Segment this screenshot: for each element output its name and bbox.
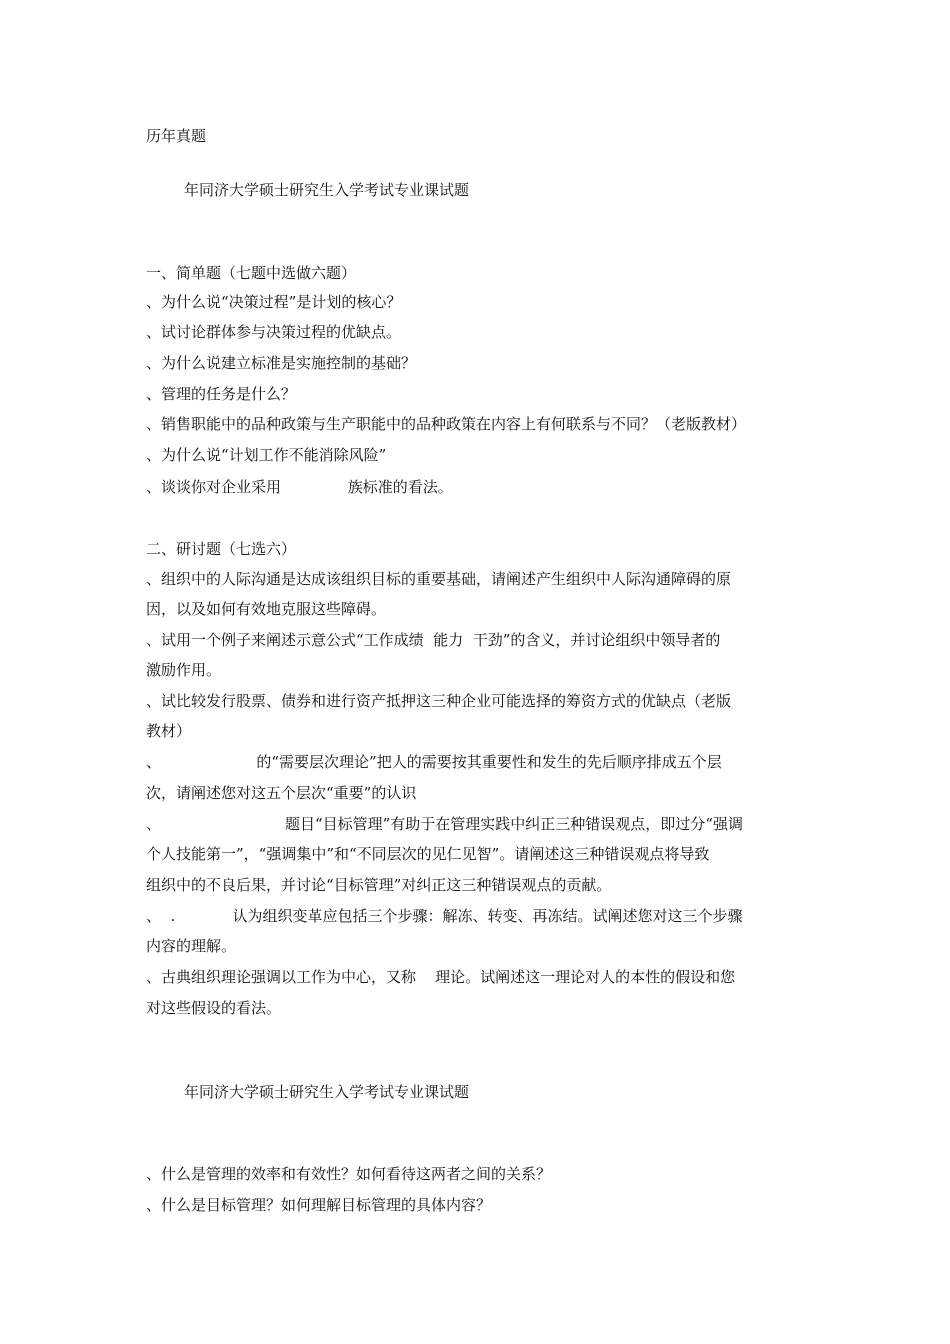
- question-item: 、管理的任务是什么？: [146, 385, 297, 403]
- discussion-item-line: 、试用一个例子来阐述示意公式“工作成绩 能力 干劲”的含义，并讨论组织中领导者的: [146, 631, 721, 649]
- discussion-item-line: 对这些假设的看法。: [146, 999, 282, 1017]
- discussion-item-line: 、古典组织理论强调以工作为中心，又称 理论。试阐述这一理论对人的本性的假设和您: [146, 968, 736, 986]
- question-item: 、为什么说“决策过程”是计划的核心？: [146, 293, 402, 311]
- question-item: 、销售职能中的品种政策与生产职能中的品种政策在内容上有何联系与不同？（老版教材）: [146, 415, 747, 433]
- discussion-item-line: 、 . 认为组织变革应包括三个步骤：解冻、转变、再冻结。试阐述您对这三个步骤: [146, 907, 743, 925]
- discussion-item-line: 次，请阐述您对这五个层次“重要”的认识: [146, 784, 417, 802]
- discussion-item-line: 激励作用。: [146, 661, 222, 679]
- discussion-item-line: 、 的“需要层次理论”把人的需要按其重要性和发生的先后顺序排成五个层: [146, 753, 722, 771]
- question-item: 、什么是目标管理？如何理解目标管理的具体内容？: [146, 1196, 492, 1214]
- question-item: 、什么是管理的效率和有效性？如何看待这两者之间的关系？: [146, 1165, 552, 1183]
- discussion-item-line: 因，以及如何有效地克服这些障碍。: [146, 600, 387, 618]
- question-item: 、试讨论群体参与决策过程的优缺点。: [146, 323, 402, 341]
- discussion-item-line: 教材）: [146, 722, 192, 740]
- section2-title: 二、研讨题（七选六）: [146, 540, 297, 558]
- question-item: 、为什么说建立标准是实施控制的基础？: [146, 354, 417, 372]
- discussion-item-line: 内容的理解。: [146, 937, 237, 955]
- section1-title: 一、简单题（七题中选做六题）: [146, 264, 357, 282]
- doc-header: 历年真题: [146, 127, 207, 145]
- question-item: 、谈谈你对企业采用 族标准的看法。: [146, 478, 453, 496]
- discussion-item-line: 、组织中的人际沟通是达成该组织目标的重要基础，请阐述产生组织中人际沟通障碍的原: [146, 570, 732, 588]
- discussion-item-line: 个人技能第一”，“强调集中”和“不同层次的见仁见智”。请阐述这三种错误观点将导致: [146, 845, 710, 863]
- discussion-item-line: 、 题目“目标管理”有助于在管理实践中纠正三种错误观点，即过分“强调: [146, 815, 743, 833]
- discussion-item-line: 、试比较发行股票、债券和进行资产抵押这三种企业可能选择的筹资方式的优缺点（老版: [146, 692, 732, 710]
- question-item: 、为什么说“计划工作不能消除风险”: [146, 446, 387, 464]
- discussion-item-line: 组织中的不良后果，并讨论“目标管理”对纠正这三种错误观点的贡献。: [146, 876, 612, 894]
- exam2-title: 年同济大学硕士研究生入学考试专业课试题: [184, 1083, 470, 1101]
- exam1-title: 年同济大学硕士研究生入学考试专业课试题: [184, 181, 470, 199]
